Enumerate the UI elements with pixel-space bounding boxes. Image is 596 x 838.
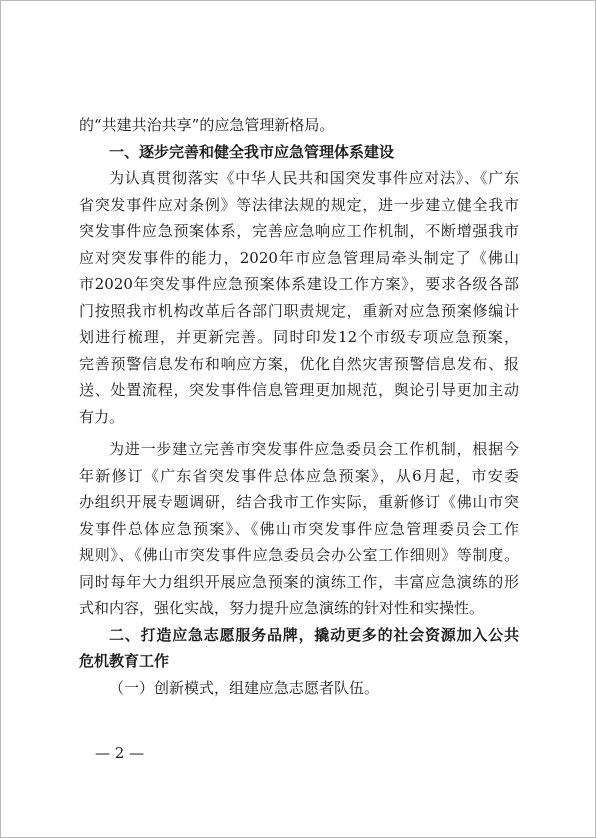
paragraph-line: 年新修订《广东省突发事件总体应急预案》，从6月起，市安委 [79, 466, 519, 485]
paragraph-line: 式和内容，强化实战，努力提升应急演练的针对性和实操性。 [79, 599, 485, 617]
paragraph-line: 门按照我市机构改革后各部门职责规定，重新对应急预案修编计 [79, 301, 519, 320]
paragraph-line: 省突发事件应对条例》等法律法规的规定，进一步建立健全我市 [79, 195, 519, 214]
document-body [79, 112, 519, 701]
paragraph-line: 有力。 [79, 407, 125, 426]
section-heading-2-continued: 危机教育工作 [79, 652, 170, 670]
paragraph-line: 的“共建共治共享”的应急管理新格局。 [79, 116, 335, 134]
paragraph-line: 为进一步建立完善市突发事件应急委员会工作机制，根据今 [109, 440, 519, 458]
paragraph-line: 划进行梳理，并更新完善。同时印发12个市级专项应急预案， [79, 328, 519, 346]
paragraph-line: 为认真贯彻落实《中华人民共和国突发事件应对法》、《广东 [109, 169, 519, 187]
paragraph-line: 完善预警信息发布和响应方案，优化自然灾害预警信息发布、报 [79, 354, 519, 373]
paragraph-line: 突发事件应急预案体系，完善应急响应工作机制，不断增强我市 [79, 222, 519, 240]
section-heading-1: 一、逐步完善和健全我市应急管理体系建设 [109, 142, 395, 161]
subsection-heading: （一）创新模式，组建应急志愿者队伍。 [109, 678, 380, 697]
paragraph-line: 规则》、《佛山市突发事件应急委员会办公室工作细则》等制度。 [79, 546, 519, 564]
paragraph-line: 市2020年突发事件应急预案体系建设工作方案》，要求各级各部 [79, 275, 519, 293]
page-number: — 2 — [95, 744, 145, 762]
paragraph-line: 同时每年大力组织开展应急预案的演练工作，丰富应急演练的形 [79, 572, 519, 591]
paragraph-line: 送、处置流程，突发事件信息管理更加规范，舆论引导更加主动 [79, 381, 519, 399]
paragraph-line: 应对突发事件的能力，2020年市应急管理局牵头制定了《佛山 [79, 248, 519, 267]
section-heading-2: 二、打造应急志愿服务品牌，撬动更多的社会资源加入公共 [109, 625, 519, 644]
paragraph-line: 发事件总体应急预案》、《佛山市突发事件应急管理委员会工作 [79, 519, 519, 538]
paragraph-line: 办组织开展专题调研，结合我市工作实际，重新修订《佛山市突 [79, 493, 519, 511]
